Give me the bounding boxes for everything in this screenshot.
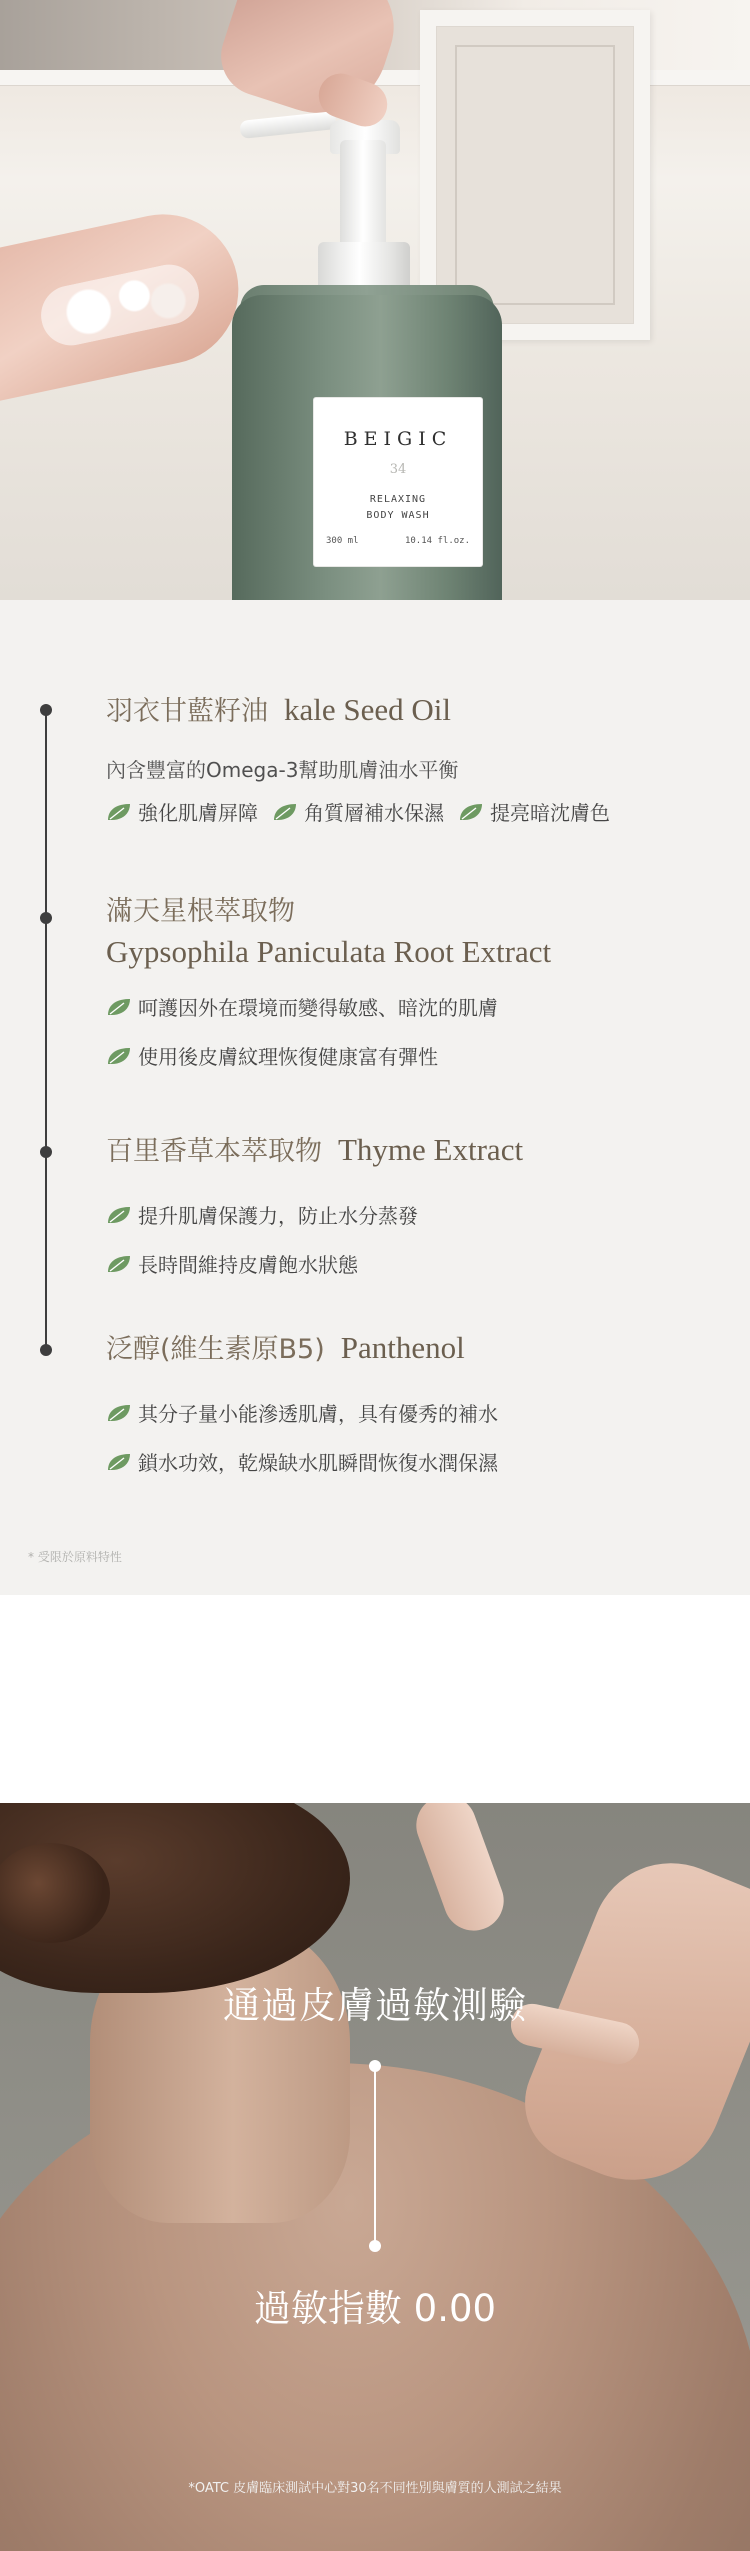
benefit-item	[106, 1200, 726, 1229]
allergy-test-section	[0, 1803, 750, 2551]
timeline-dot	[40, 704, 52, 716]
label-brand: BEIGIC	[343, 428, 453, 450]
connector-line	[374, 2065, 376, 2245]
test-footnote: *OATC 皮膚臨床測試中心對30名不同性別與膚質的人測試之結果	[188, 2481, 562, 2496]
label-line-2: BODY WASH	[366, 510, 430, 521]
benefit-tags	[106, 797, 726, 826]
ingredient-title	[106, 690, 726, 732]
timeline-dot	[40, 1344, 52, 1356]
ingredient-title	[106, 892, 726, 972]
label-line-1: RELAXING	[369, 494, 427, 505]
bottle-label	[314, 398, 482, 566]
benefit-tag-label: 角質層補水保濕	[304, 801, 444, 825]
ingredient-title	[106, 1130, 726, 1172]
ingredient-name-zh: 滿天星根萃取物	[106, 896, 295, 927]
benefit-item	[106, 992, 726, 1021]
hero-product-image	[0, 0, 750, 600]
leaf-icon	[106, 1046, 132, 1066]
leaf-icon	[106, 802, 132, 822]
ingredient-subtitle: 內含豐富的Omega-3幫助肌膚油水平衡	[106, 758, 459, 782]
benefit-item-label: 長時間維持皮膚飽水狀態	[138, 1253, 358, 1277]
leaf-icon	[106, 997, 132, 1017]
timeline-line	[45, 710, 47, 1350]
ingredient-name-en: Gypsophila Paniculata Root Extract	[106, 934, 552, 969]
leaf-icon	[458, 802, 484, 822]
leaf-icon	[106, 1205, 132, 1225]
benefit-item	[106, 1249, 726, 1278]
benefit-tag	[458, 797, 610, 826]
pump-nozzle	[239, 111, 336, 139]
allergy-index: 過敏指數 0.00	[253, 2287, 497, 2330]
leaf-icon	[106, 1403, 132, 1423]
timeline-dot	[40, 912, 52, 924]
label-number: 34	[389, 462, 407, 477]
connector-dot-bottom	[369, 2240, 381, 2252]
label-ounces: 10.14 fl.oz.	[404, 536, 470, 546]
leaf-icon	[106, 1254, 132, 1274]
benefit-item	[106, 1398, 726, 1427]
ingredient-gypsophila	[106, 892, 726, 1070]
picture-frame-inner	[455, 45, 615, 305]
ingredient-name-zh: 百里香草本萃取物	[106, 1136, 322, 1167]
benefit-item	[106, 1041, 726, 1070]
pump-stem	[340, 140, 386, 250]
leaf-icon	[106, 1452, 132, 1472]
benefit-tag-label: 強化肌膚屏障	[138, 801, 258, 825]
ingredient-title	[106, 1328, 726, 1370]
ingredient-name-en: Thyme Extract	[338, 1132, 524, 1167]
benefit-tag-label: 提亮暗沈膚色	[490, 801, 610, 825]
ingredient-name-zh: 泛醇(維生素原B5)	[106, 1334, 325, 1365]
benefit-item-label: 鎖水功效，乾燥缺水肌瞬間恢復水潤保濕	[138, 1451, 498, 1475]
timeline-dot	[40, 1146, 52, 1158]
ingredient-note: * 受限於原料特性	[28, 1550, 122, 1564]
leaf-icon	[272, 802, 298, 822]
benefit-item	[106, 1447, 726, 1476]
benefit-item-label: 使用後皮膚紋理恢復健康富有彈性	[138, 1045, 438, 1069]
ingredient-kale-seed-oil	[106, 690, 726, 826]
ingredient-name-en: kale Seed Oil	[284, 692, 452, 727]
label-volume: 300 ml	[326, 536, 359, 546]
benefit-item-label: 呵護因外在環境而變得敏感、暗沈的肌膚	[138, 996, 498, 1020]
section-spacer	[0, 1595, 750, 1803]
ingredients-section	[0, 600, 750, 1595]
ingredient-name-zh: 羽衣甘藍籽油	[106, 696, 268, 727]
ingredient-panthenol	[106, 1328, 726, 1476]
ingredient-thyme-extract	[106, 1130, 726, 1278]
test-title: 通過皮膚過敏測驗	[223, 1984, 527, 2027]
benefit-item-label: 其分子量小能滲透肌膚，具有優秀的補水	[138, 1402, 498, 1426]
ingredient-name-en: Panthenol	[340, 1330, 465, 1365]
finger	[408, 1803, 512, 1939]
benefit-item-label: 提升肌膚保護力，防止水分蒸發	[138, 1204, 418, 1228]
benefit-tag	[272, 797, 444, 826]
benefit-tag	[106, 797, 258, 826]
